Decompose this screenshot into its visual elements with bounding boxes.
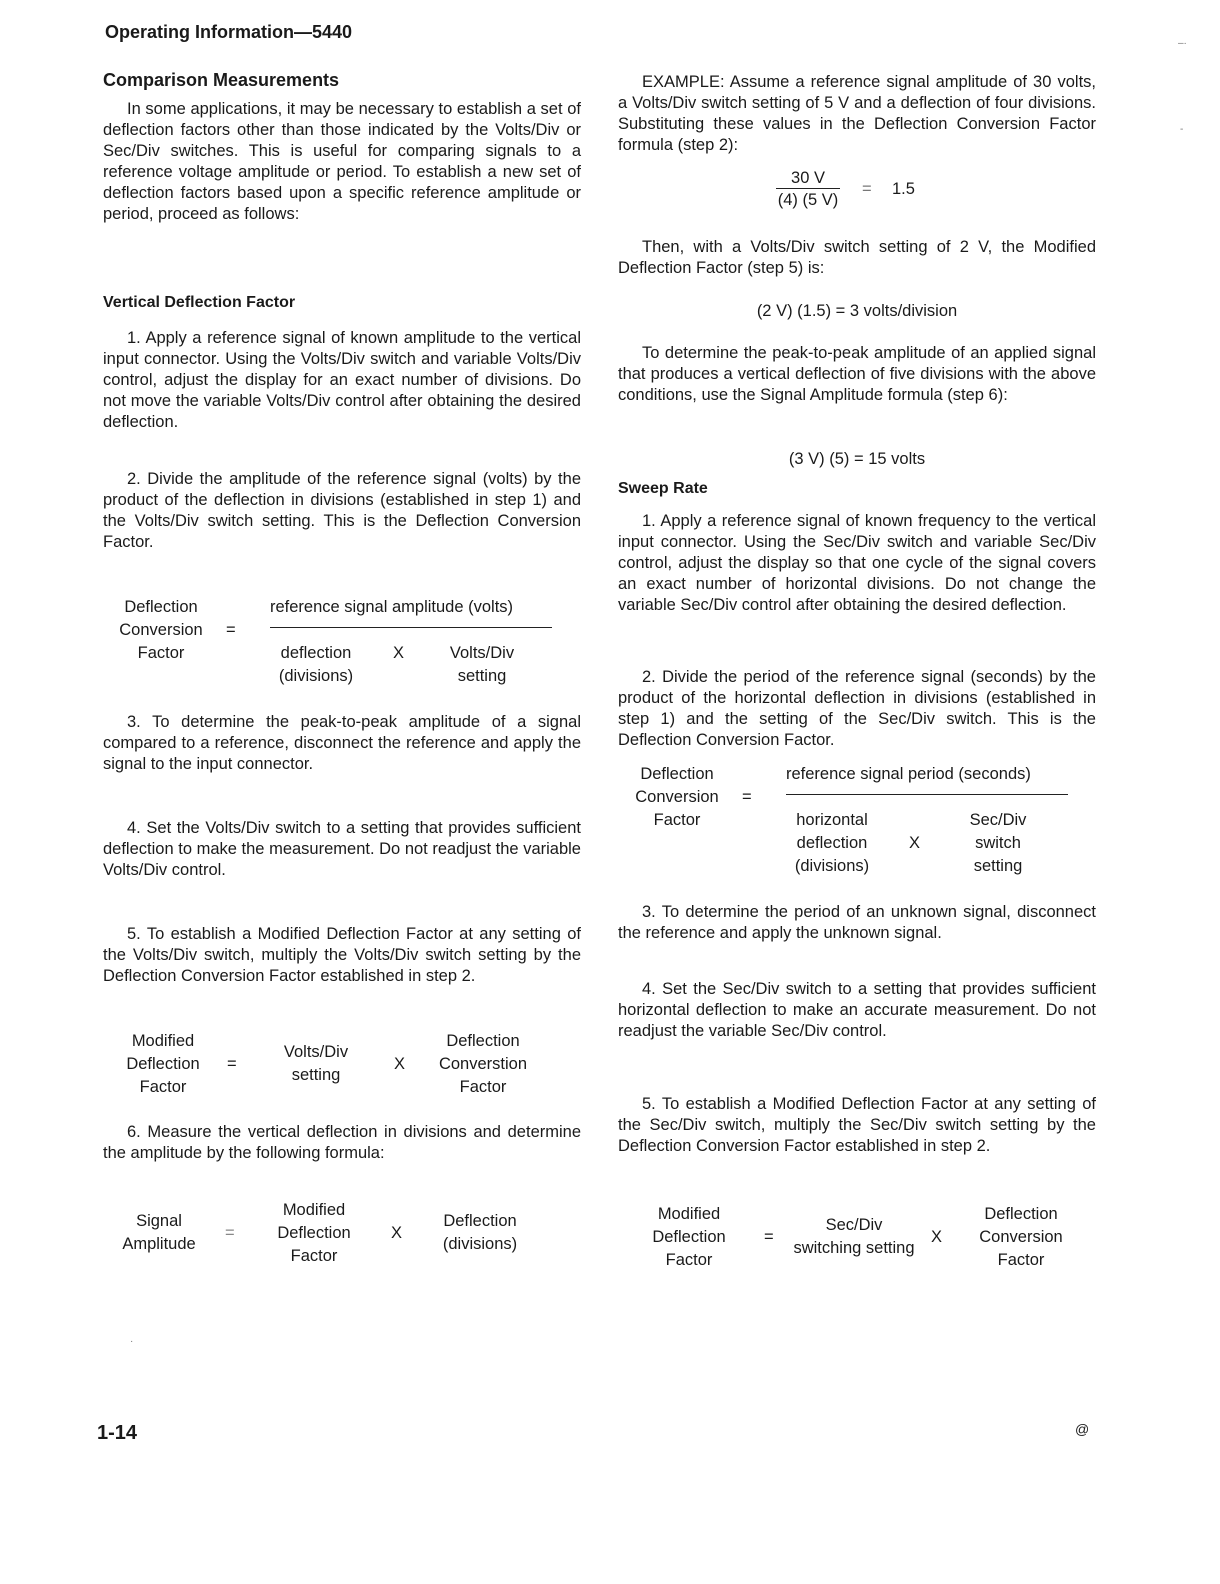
subsection-heading: Sweep Rate <box>618 480 708 497</box>
right-step-2 <box>618 667 1096 751</box>
scan-mark: - <box>1180 124 1184 135</box>
right-step-3 <box>618 902 1096 944</box>
example-paragraph: EXAMPLE: Assume a reference signal amplitude of 30 volts, a Volts/Div switch setting of 5 V and a deflection of four divisions. Substituting these values in the Deflection Conversion Factor formula (step 2): <box>618 73 1096 154</box>
denominator-term-1-line1: horizontal <box>796 811 868 829</box>
step-paragraph: 1. Apply a reference signal of known frequency to the vertical input connector. Using the Sec/Div switch and variable Sec/Div control, adjust the display so that one cycle of the signal covers an exact number of horizontal divisions. Do not change the variable Sec/Div control after obtaining the desired deflection. <box>618 512 1096 614</box>
formula-lhs-line3: Factor <box>139 1078 187 1096</box>
denominator-term-1-line2: deflection <box>796 834 868 852</box>
multiply-sign: X <box>909 834 921 852</box>
formula-lhs-line2: Conversion <box>119 621 203 639</box>
then-paragraph: Then, with a Volts/Div switch setting of 2 V, the Modified Deflection Factor (step 5) is: <box>618 238 1096 277</box>
equals-sign: = <box>226 621 236 639</box>
formula-lhs-line1: Modified <box>657 1205 721 1223</box>
vertical-deflection-section <box>103 294 581 312</box>
formula-lhs-line3: Factor <box>137 644 185 662</box>
step-paragraph: 1. Apply a reference signal of known amplitude to the vertical input connector. Using the Volts/Div switch and variable Volts/Div control, adjust the display for an exact number of divisions. Do not move the variable Volts/Div control after obtaining the desired deflection. <box>103 329 581 431</box>
left-step-1 <box>103 328 581 433</box>
formula-rhs-line3: Factor <box>459 1078 507 1096</box>
peak-paragraph-block <box>618 343 1096 406</box>
step-paragraph: 3. To determine the peak-to-peak amplitude of a signal compared to a reference, disconnect the reference and apply the signal to the input connector. <box>103 713 581 773</box>
denominator-term-1-line2: (divisions) <box>278 667 354 685</box>
multiply-sign: X <box>391 1224 403 1242</box>
formula-lhs-line1: Signal <box>136 1212 182 1230</box>
formula-rhs-line2: Converstion <box>438 1055 528 1073</box>
formula-lhs-line1: Deflection <box>640 765 714 783</box>
fraction-bar <box>786 794 1068 795</box>
formula-mid-line2: Deflection <box>277 1224 351 1242</box>
formula-rhs-line3: Factor <box>997 1251 1045 1269</box>
right-step-4 <box>618 979 1096 1042</box>
formula-lhs-line3: Factor <box>653 811 701 829</box>
denominator-term-2-line3: setting <box>973 857 1023 875</box>
page-number: 1-14 <box>97 1422 138 1444</box>
formula-rhs-line1: Deflection <box>984 1205 1058 1223</box>
right-step-5 <box>618 1094 1096 1157</box>
formula-rhs-line2: (divisions) <box>442 1235 518 1253</box>
formula-rhs-line2: Conversion <box>979 1228 1063 1246</box>
equals-sign: = <box>742 788 752 806</box>
equals-sign: = <box>862 180 872 198</box>
denominator-term-2-line2: switch <box>975 834 1021 852</box>
formula-mid-line2: setting <box>291 1066 341 1084</box>
equals-sign: = <box>227 1055 237 1073</box>
formula-numerator: reference signal amplitude (volts) <box>270 598 514 616</box>
step-paragraph: 2. Divide the amplitude of the reference signal (volts) by the product of the deflection in divisions (established in step 1) and the Volts/Div switch setting. This is the Deflection Conversion Factor. <box>103 470 581 551</box>
calculation-line: (3 V) (5) = 15 volts <box>788 450 926 468</box>
formula-mid-line1: Modified <box>282 1201 346 1219</box>
formula-lhs-line1: Deflection <box>124 598 198 616</box>
formula-lhs-line2: Deflection <box>652 1228 726 1246</box>
sweep-rate-section <box>618 480 1096 498</box>
multiply-sign: X <box>931 1228 943 1246</box>
step-paragraph: 2. Divide the period of the reference signal (seconds) by the product of the horizontal deflection in divisions (established in step 1) and the setting of the Sec/Div switch. This is the Deflection Conversion Factor. <box>618 668 1096 749</box>
fraction-denominator: (4) (5 V) <box>777 191 839 209</box>
publisher-mark: @ <box>1075 1421 1090 1437</box>
formula-mid-line3: Factor <box>290 1247 338 1265</box>
fraction-numerator: 30 V <box>791 169 825 187</box>
example-paragraph-block <box>618 72 1096 156</box>
left-column <box>103 70 581 225</box>
denominator-term-1-line1: deflection <box>280 644 352 662</box>
then-paragraph-block <box>618 237 1096 279</box>
step-paragraph: 5. To establish a Modified Deflection Factor at any setting of the Volts/Div switch, multiply the Volts/Div switch setting by the Deflection Conversion Factor established in step 2. <box>103 925 581 985</box>
formula-rhs-line1: Deflection <box>446 1032 520 1050</box>
denominator-term-2-line2: setting <box>457 667 507 685</box>
multiply-sign: X <box>393 644 405 662</box>
running-header: Operating Information—5440 <box>105 22 353 42</box>
step-paragraph: 6. Measure the vertical deflection in divisions and determine the amplitude by the following formula: <box>103 1123 581 1162</box>
formula-numerator: reference signal period (seconds) <box>786 765 1031 783</box>
formula-lhs-line1: Modified <box>131 1032 195 1050</box>
denominator-term-2-line1: Sec/Div <box>969 811 1027 829</box>
multiply-sign: X <box>394 1055 406 1073</box>
left-step-2 <box>103 469 581 553</box>
left-step-5 <box>103 924 581 987</box>
fraction-bar <box>270 627 552 628</box>
subsection-heading: Vertical Deflection Factor <box>103 294 296 311</box>
step-paragraph: 4. Set the Sec/Div switch to a setting that provides sufficient horizontal deflection to make an accurate measurement. Do not readjust the variable Sec/Div control. <box>618 980 1096 1040</box>
denominator-term-2-line1: Volts/Div <box>449 644 515 662</box>
formula-mid-line1: Volts/Div <box>283 1043 349 1061</box>
left-step-3 <box>103 712 581 775</box>
peak-paragraph: To determine the peak-to-peak amplitude of an applied signal that produces a vertical deflection of five divisions with the above conditions, use the Signal Amplitude formula (step 6): <box>618 344 1096 404</box>
calculation-line: (2 V) (1.5) = 3 volts/division <box>756 302 958 320</box>
left-step-6 <box>103 1122 581 1164</box>
formula-lhs-line3: Factor <box>665 1251 713 1269</box>
step-paragraph: 4. Set the Volts/Div switch to a setting that provides sufficient deflection to make the measurement. Do not readjust the variable Volts/Div control. <box>103 819 581 879</box>
formula-lhs-line2: Conversion <box>635 788 719 806</box>
intro-paragraph: In some applications, it may be necessary to establish a set of deflection factors other than those indicated by the Volts/Div or Sec/Div switches. This is useful for comparing signals to a reference voltage amplitude or period. To establish a new set of deflection factors based upon a specific reference amplitude or period, proceed as follows: <box>103 100 581 223</box>
formula-mid-line2: switching setting <box>793 1239 915 1257</box>
fraction-result: 1.5 <box>892 180 915 198</box>
denominator-term-1-line3: (divisions) <box>794 857 870 875</box>
scan-mark: –· <box>1178 38 1187 49</box>
step-paragraph: 3. To determine the period of an unknown signal, disconnect the reference and apply the unknown signal. <box>618 903 1096 942</box>
formula-mid-line1: Sec/Div <box>825 1216 883 1234</box>
formula-lhs-line2: Amplitude <box>122 1235 196 1253</box>
scan-mark: · <box>130 1336 134 1347</box>
equals-sign: = <box>764 1228 774 1246</box>
right-step-1 <box>618 511 1096 616</box>
formula-rhs-line1: Deflection <box>443 1212 517 1230</box>
formula-lhs-line2: Deflection <box>126 1055 200 1073</box>
section-heading: Comparison Measurements <box>103 70 340 90</box>
equals-sign: = <box>225 1224 235 1242</box>
step-paragraph: 5. To establish a Modified Deflection Factor at any setting of the Sec/Div switch, multiply the Sec/Div switch setting by the Deflection Conversion Factor established in step 2. <box>618 1095 1096 1155</box>
left-step-4 <box>103 818 581 881</box>
